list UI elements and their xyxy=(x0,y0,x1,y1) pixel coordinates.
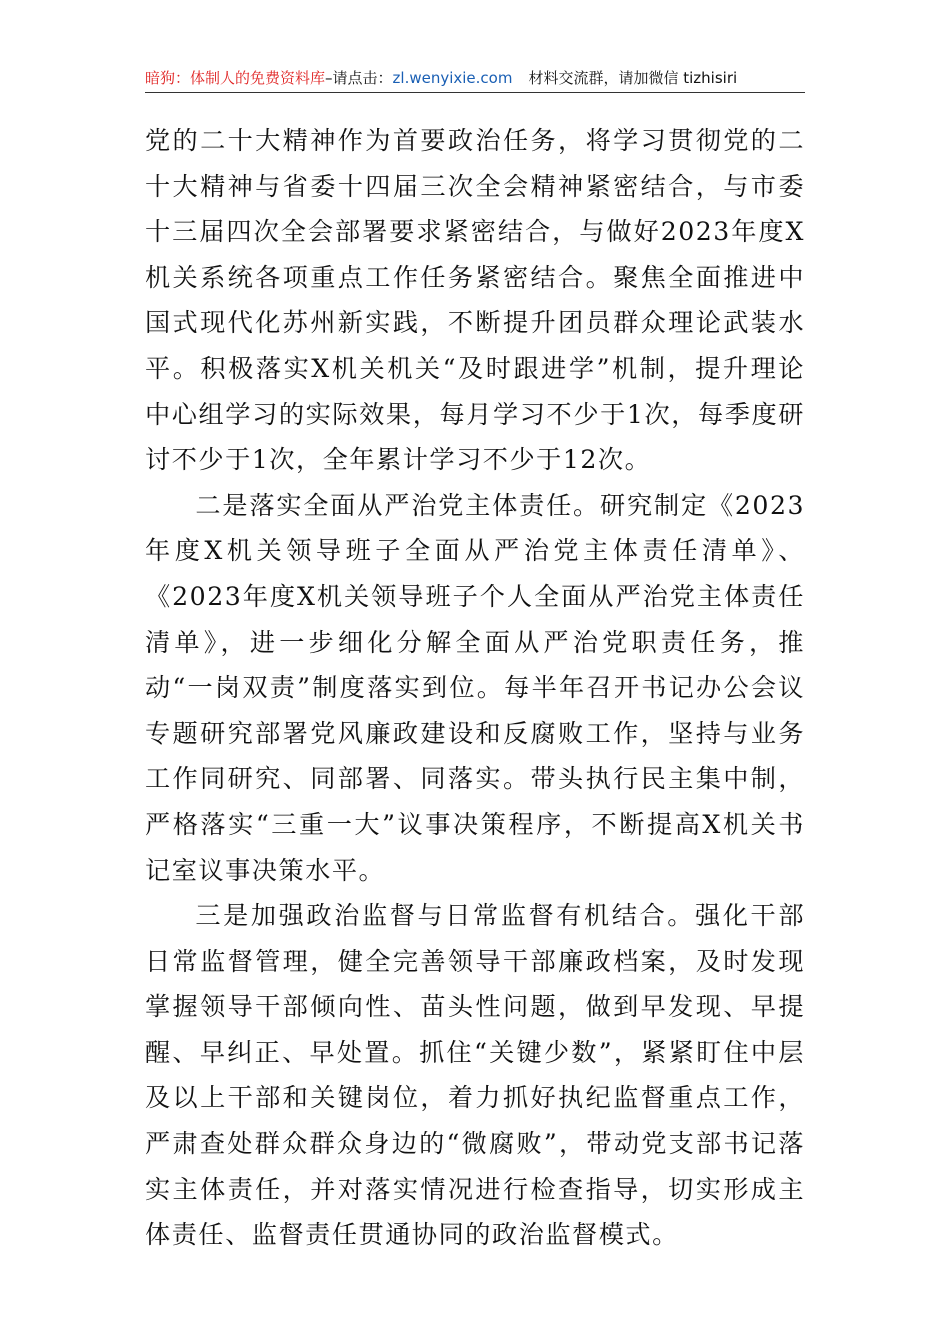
header-click-prefix: –请点击： xyxy=(325,69,393,87)
paragraph-supervision: 三是加强政治监督与日常监督有机结合。强化干部日常监督管理，健全完善领导干部廉政档案，及时发现掌握领导干部倾向性、苗头性问题，做到早发现、早提醒、早纠正、早处置。抓住“关键少数”，紧紧盯住中层及以上干部和关键岗位，着力抓好执纪监督重点工作，严肃查处群众群众身边的“微腐败”，带动党支部书记落实主体责任，并对落实情况进行检查指导，切实形成主体责任、监督责任贯通协同的政治监督模式。 xyxy=(145,901,805,1250)
paragraph-continuation: 党的二十大精神作为首要政治任务，将学习贯彻党的二十大精神与省委十四届三次全会精神紧密结合，与市委十三届四次全会部署要求紧密结合，与做好2023年度X机关系统各项重点工作任务紧密结合。聚焦全面推进中国式现代化苏州新实践，不断提升团员群众理论武装水平。积极落实X机关机关“及时跟进学”机制，提升理论中心组学习的实际效果，每月学习不少于1次，每季度研讨不少于1次，全年累计学习不少于12次。 xyxy=(145,126,805,475)
paragraph-responsibility: 二是落实全面从严治党主体责任。研究制定《2023年度X机关领导班子全面从严治党主体责任清单》、《2023年度X机关领导班子个人全面从严治党主体责任清单》，进一步细化分解全面从严治党职责任务，推动“一岗双责”制度落实到位。每半年召开书记办公会议专题研究部署党风廉政建设和反腐败工作，坚持与业务工作同研究、同部署、同落实。带头执行民主集中制，严格落实“三重一大”议事决策程序，不断提高X机关书记室议事决策水平。 xyxy=(145,490,805,885)
document-body xyxy=(145,118,805,1258)
header-url-link[interactable]: zl.wenyixie.com xyxy=(392,69,513,87)
header-wechat-note: 材料交流群，请加微信 tizhisiri xyxy=(528,69,738,87)
page-header xyxy=(145,64,805,93)
header-brand: 暗狗：体制人的免费资料库 xyxy=(145,69,326,87)
